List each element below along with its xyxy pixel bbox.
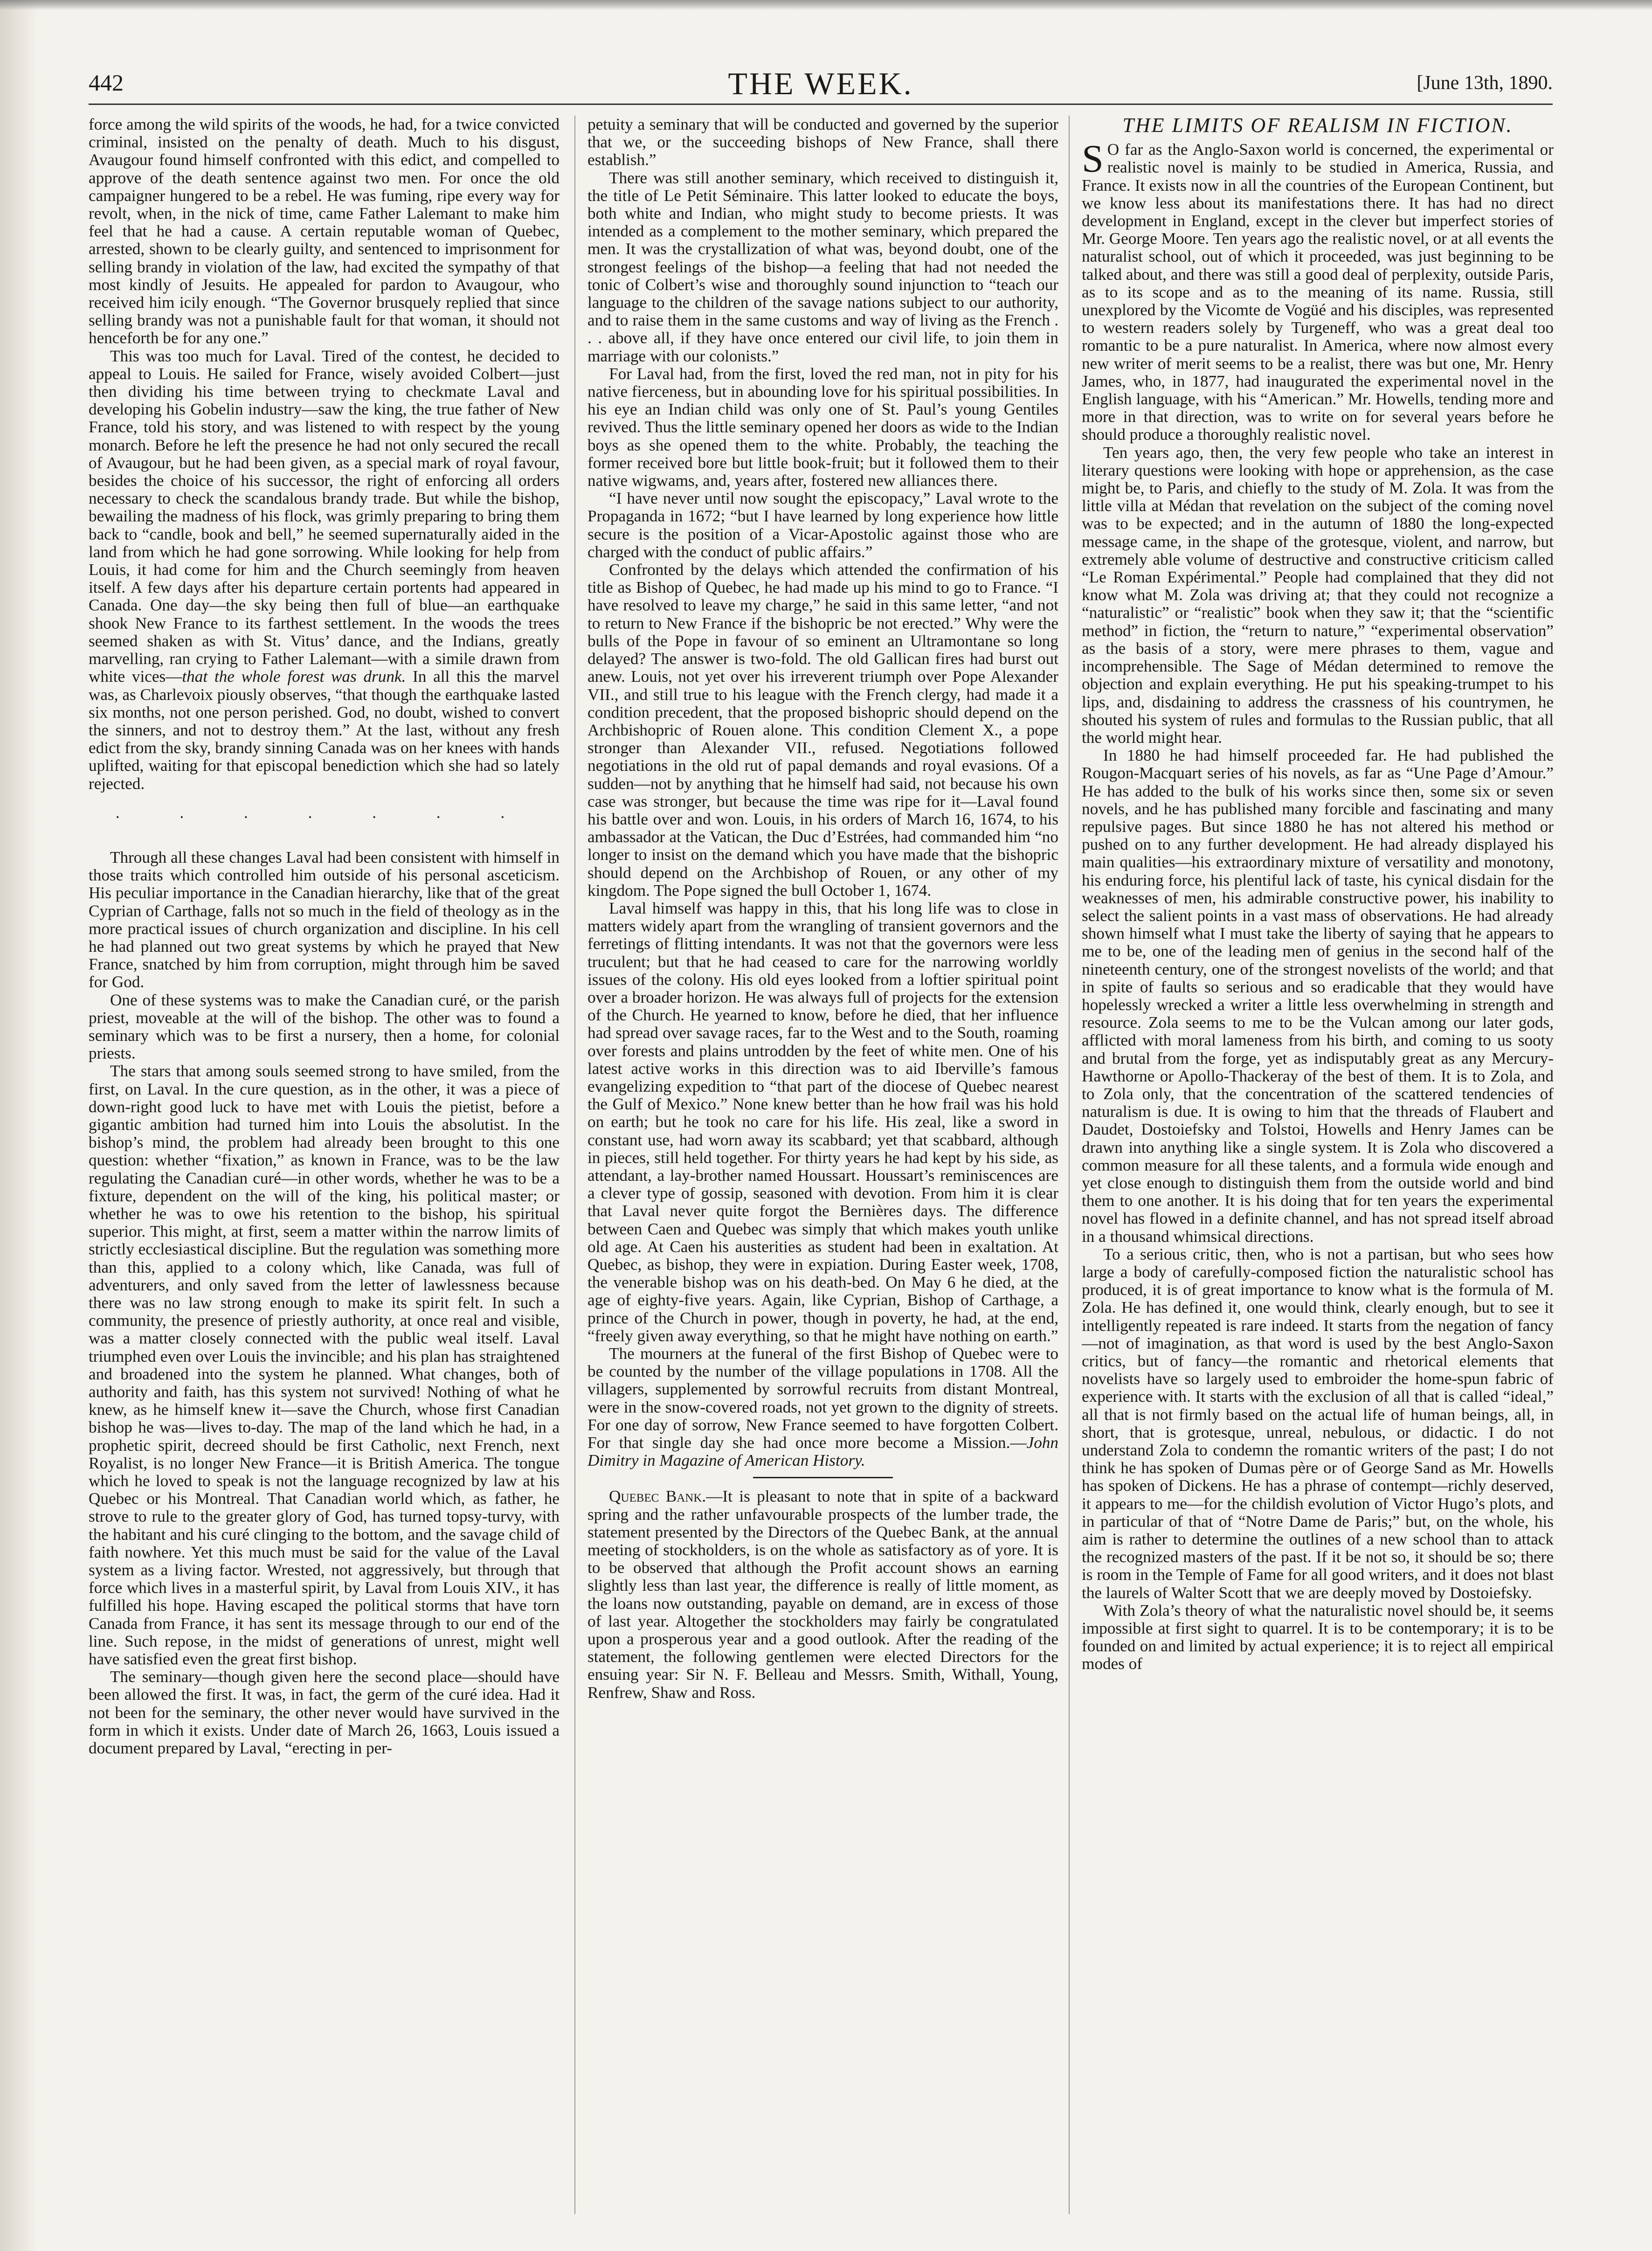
- article-title: THE LIMITS OF REALISM IN FICTION.: [1122, 116, 1513, 137]
- article-attribution: John Dimitry in Magazine of American History.: [588, 1434, 1058, 1470]
- section-break-dots: . . . . . . .: [115, 803, 533, 822]
- paragraph: petuity a seminary that will be conducted and governed by the superior that we, or the succeeding bishops of New France, shall there establish.”: [588, 116, 1058, 169]
- column-middle: [588, 116, 1058, 2214]
- article-separator: [753, 1477, 893, 1478]
- paragraph: S O far as the Anglo-Saxon world is concerned, the experimental or realistic novel is mainly to be studied in America, Russia, and France. It exists now in all the countries of the European Continent, but we know less about its manifestations there. It has had no direct development in England, except in the clever but imperfect stories of Mr. George Moore. Ten years ago the realistic novel, or at all events the naturalist school, out of which it proceeded, was just beginning to be talked about, and there was still a good deal of perplexity, outside Paris, as to its scope and as to the meaning of its name. Russia, still unexplored by the Vicomte de Vogüé and his disciples, was represented to western readers solely by Turgeneff, who was a great deal too romantic to be a pure naturalist. In America, where now almost every new writer of merit seems to be a realist, there was but one, Mr. Henry James, who, in 1877, had inaugurated the experimental novel in the English language, with his “American.” Mr. Howells, tending more and more in that direction, was to write on for several years before he should produce a thoroughly realistic novel.: [1082, 137, 1554, 444]
- column-divider: [1069, 116, 1070, 2214]
- paragraph: In 1880 he had himself proceeded far. He had published the Rougon-Macquart series of his novels, as far as “Une Page d’Amour.” He has added to the bulk of his works since then, some six or seven novels, and he has published many forcible and fascinating and many repulsive pages. But since 1880 he has not altered his method or pushed on to any further development. He had already displayed his main qualities—his extraordinary mixture of versatility and monotony, his enduring force, his plentiful lack of taste, his cynical disdain for the weaknesses of men, his admirable constructive power, his inability to select the salient points in a vast mass of observations. He had already shown himself what I must take the liberty of saying that he appears to me to be, one of the leading men of genius in the second half of the nineteenth century, one of the strongest novelists of the world; and that in spite of faults so serious and so eradicable that they would have hopelessly wrecked a writer a little less overwhelming in strength and resource. Zola seems to me to be the Vulcan among our later gods, afflicted with moral lameness from his birth, and coming to us sooty and brutal from the forge, yet as indisputably great as any Mercury-Hawthorne or Apollo-Thackeray of the best of them. It is to Zola, and to Zola only, that the concentration of the scattered tendencies of naturalism is due. It is owing to him that the threads of Flaubert and Daudet, Dostoiefsky and Tolstoi, Howells and Henry James can be drawn into anything like a single system. It is Zola who discovered a common measure for all these talents, and a formula wide enough and yet close enough to distinguish them from the outside world and bind them to one another. It is his doing that for ten years the experimental novel has flowed in a definite channel, and has not spread itself abroad in a thousand whimsical directions.: [1082, 746, 1554, 1246]
- paragraph: Through all these changes Laval had been consistent with himself in those traits which controlled him outside of his personal asceticism. His peculiar importance in the Canadian hierarchy, like that of the great Cyprian of Carthage, falls not so much in the field of theology as in the more practical issues of church organization and discipline. In his cell he had planned out two great systems by which he prayed that New France, snatched by him from corruption, might through him be saved for God.: [89, 848, 560, 991]
- paragraph: There was still another seminary, which received to distinguish it, the title of Le Petit Séminaire. This latter looked to educate the boys, both white and Indian, who might study to become priests. It was intended as a complement to the mother seminary, which prepared the men. It was the crystallization of what was, beyond doubt, one of the strongest feelings of the bishop—a feeling that had not needed the tonic of Colbert’s wise and thoroughly sound injunction to “teach our language to the children of the savage nations subject to our authority, and to raise them in the same customs and way of living as the French . . . above all, if they have once entered our civil life, to join them in marriage with our colonists.”: [588, 168, 1058, 365]
- masthead-title: THE WEEK.: [728, 66, 913, 101]
- header-rule: [89, 104, 1553, 105]
- column-divider: [574, 116, 575, 2214]
- column-right: [1082, 116, 1554, 2214]
- bank-notice: Quebec Bank.—It is pleasant to note that in spite of a backward spring and the rather unfavourable prospects of the lumber trade, the statement presented by the Directors of the Quebec Bank, at the annual meeting of stockholders, is on the whole as satisfactory as of yore. It is to be observed that although the Profit account shows an earning slightly less than last year, the difference is really of little moment, as the loans now outstanding, payable on demand, are in excess of those of last year. Altogether the stockholders may fairly be congratulated upon a prosperous year and a good outlook. After the reading of the statement, the following gentlemen were elected Directors for the ensuing year: Sir N. F. Belleau and Messrs. Smith, Withall, Young, Renfrew, Shaw and Ross.: [588, 1487, 1058, 1702]
- paragraph: Confronted by the delays which attended the confirmation of his title as Bishop of Quebec, he had made up his mind to go to France. “I have resolved to leave my charge,” he said in this same letter, “and not to return to New France if the bishopric be not erected.” Why were the bulls of the Pope in favour of so eminent an Ultramontane so long delayed? The answer is two-fold. The old Gallican fires had burst out anew. Louis, not yet over his irreverent triumph over Pope Alexander VII., and still true to his league with the French clergy, had made it a condition precedent, that the proposed bishopric should depend on the Archbishopric of Rouen alone. This condition Clement X., a pope stronger than Alexander VII., refused. Negotiations followed negotiations in the old rut of papal demands and royal evasions. Of a sudden—not by anything that he himself had said, not because his own case was stronger, but because the time was ripe for it—Laval found his battle over and won. Louis, in his orders of March 16, 1674, to his ambassador at the Vatican, the Duc d’Estrées, had commanded him “no longer to insist on the demand which you have made that the bishopric should depend on the Archbishop of Rouen, or any other of my kingdom. The Pope signed the bull October 1, 1674.: [588, 561, 1058, 900]
- page-number: 442: [89, 69, 124, 96]
- running-head: [89, 65, 1553, 103]
- column-left: [89, 116, 560, 2214]
- paragraph: One of these systems was to make the Canadian curé, or the parish priest, moveable at the will of the bishop. The other was to found a seminary which was to be first a nursery, then a home, for colonial priests.: [89, 990, 560, 1063]
- issue-date: [June 13th, 1890.: [1417, 72, 1553, 94]
- paragraph: To a serious critic, then, who is not a partisan, but who sees how large a body of carefully-composed fiction the naturalistic school has produced, it is of great importance to know what is the formula of M. Zola. He has defined it, one would think, clearly enough, but to see it intelligently repeated is rare indeed. It starts from the negation of fancy—not of imagination, as that word is used by the best Anglo-Saxon critics, but of fancy—the romantic and rhetorical elements that novelists have so largely used to embroider the home-spun fabric of experience with. It starts with the exclusion of all that is called “ideal,” all that is not firmly based on the actual life of human beings, all, in short, that is grotesque, unreal, nebulous, or didactic. I do not understand Zola to condemn the romantic writers of the past; I do not think he has spoken of Dumas père or of George Sand as Mr. Howells has spoken of Dickens. He has a phrase of contempt—richly deserved, it appears to me—for the childish evolution of Victor Hugo’s plots, and in particular of that of “Notre Dame de Paris;” but, on the whole, his aim is rather to determine the outlines of a new school than to attack the recognized masters of the past. If it be not so, it should be so; there is room in the Temple of Fame for all good writers, and it does not blast the laurels of Walter Scott that we are deeply moved by Dostoiefsky.: [1082, 1245, 1554, 1602]
- drop-cap: S: [1082, 137, 1104, 181]
- paragraph: For Laval had, from the first, loved the red man, not in pity for his native fierceness, but in abounding love for his spiritual possibilities. In his eye an Indian child was only one of St. Paul’s young Gentiles revived. Thus the little seminary opened her doors as wide to the Indian boys as she opened them to the white. Probably, the teaching the former received bore but little book-fruit; but it followed them to their native wigwams, and, years after, fostered new alliances there.: [588, 364, 1058, 490]
- paragraph: force among the wild spirits of the woods, he had, for a twice convicted criminal, insisted on the penalty of death. Much to his disgust, Avaugour found himself confronted with this edict, and compelled to approve of the death sentence against two men. For once the old campaigner hungered to be a rebel. He was fuming, ripe every way for revolt, when, in the nick of time, came Father Lalemant to make him feel that he had a cause. A certain reputable woman of Quebec, arrested, shown to be clearly guilty, and sentenced to imprisonment for selling brandy in violation of the law, had excited the sympathy of that most kindly of Jesuits. He appealed for pardon to Avaugour, who received him icily enough. “The Governor brusquely replied that since selling brandy was not a punishable fault for that woman, it should not henceforth be for any one.”: [89, 116, 560, 347]
- paragraph: With Zola’s theory of what the naturalistic novel should be, it seems impossible at first sight to quarrel. It is to be contemporary; it is to be founded on and limited by actual experience; it is to reject all empirical modes of: [1082, 1601, 1554, 1673]
- binding-gutter: [0, 0, 37, 2251]
- paragraph: This was too much for Laval. Tired of the contest, he decided to appeal to Louis. He sailed for France, wisely avoided Colbert—just then dividing his time between trying to checkmate Laval and developing his Gobelin industry—saw the king, the true father of New France, told his story, and was listened to with respect by the young monarch. Before he left the presence he had not only secured the recall of Avaugour, but he had been given, as a special mark of royal favour, besides the choice of his successor, the right of enforcing all orders necessary to check the scandalous brandy trade. But while the bishop, bewailing the madness of his flock, was grimly preparing to bring them back to “candle, book and bell,” he seemed supernaturally aided in the land from which he had gone sorrowing. While looking for help from Louis, it had come for him and the Church seemingly from heaven itself. A few days after his departure certain portents had appeared in Canada. One day—the sky being then full of blue—an earthquake shook New France to its farthest settlement. In the woods the trees seemed shaken as with St. Vitus’ dance, and the Indians, greatly marvelling, ran crying to Father Lalemant—with a simile drawn from white vices—that the whole forest was drunk. In all this the marvel was, as Charlevoix piously observes, “that though the earthquake lasted six months, not one person perished. God, no doubt, wished to convert the sinners, and not to destroy them.” At the last, without any fresh edict from the sky, brandy sinning Canada was on her knees with hands uplifted, waiting for that episcopal benediction which she had so lately rejected.: [89, 346, 560, 793]
- paragraph: “I have never until now sought the episcopacy,” Laval wrote to the Propaganda in 1672; “but I have learned by long experience how little secure is the position of a Vicar-Apostolic against those who are charged with the conduct of public affairs.”: [588, 489, 1058, 561]
- paragraph: The stars that among souls seemed strong to have smiled, from the first, on Laval. In the cure question, as in the other, it was a piece of down-right good luck to have met with Louis the pietist, before a gigantic ambition had turned him into Louis the absolutist. In the bishop’s mind, the problem had already been brought to this one question: whether “fixation,” as known in France, was to be the law regulating the Canadian curé—in other words, whether he was to be a fixture, dependent on the will of the king, his political master; or whether he was to owe his retention to the bishop, his spiritual superior. This might, at first, seem a matter within the narrow limits of strictly ecclesiastical discipline. But the regulation was something more than this, applied to a colony which, like Canada, was full of adventurers, and only saved from the letter of lawlessness because there was no law strong enough to make its spirit felt. In such a community, the presence of priestly authority, at once real and visible, was a matter closely connected with the public weal itself. Laval triumphed even over Louis the invincible; and his plan has straightened and broadened into the system he planned. What changes, both of authority and faith, has this system not survived! Nothing of what he knew, as he himself knew it—save the Church, whose first Canadian bishop he was—lives to-day. The map of the land which he had, in a prophetic spirit, decreed should be first Catholic, next French, next Royalist, is no longer New France—it is British America. The tongue which he loved to speak is not the language recognized by law at his Quebec or his Montreal. That Canadian world which, as father, he strove to rule to the greater glory of God, has turned topsy-turvy, with the habitant and his curé clinging to the bottom, and the savage child of faith nowhere. Yet this much must be said for the value of the Laval system as a living factor. Wrested, not aggressively, but through that force which lives in a masterful spirit, by Laval from Louis XIV., it has fulfilled his hope. Having escaped the political storms that have torn Canada from France, it has sent its message through to our end of the line. Such repose, in the midst of generations of unrest, might well have satisfied even the great first bishop.: [89, 1062, 560, 1669]
- paragraph: Ten years ago, then, the very few people who take an interest in literary questions were looking with hope or apprehension, as the case might be, to Paris, and chiefly to the study of M. Zola. It was from the little villa at Médan that revelation on the subject of the coming novel was to be expected; and in the autumn of 1880 the long-expected message came, in the shape of the grotesque, violent, and narrow, but extremely able volume of destructive and constructive criticism called “Le Roman Expérimental.” People had complained that they did not know what M. Zola was driving at; that they could not recognize a “naturalistic” or “realistic” book when they saw it; that the “scientific method” in fiction, the “return to nature,” “experimental observation” as the basis of a story, were mere phrases to them, vague and incomprehensible. The Sage of Médan determined to remove the objection and explain everything. He put his speaking-trumpet to his lips, and, disdaining to address the crassness of his countrymen, he shouted his system of rules and formulas to the Russian public, that all the world might hear.: [1082, 443, 1554, 747]
- bank-notice-heading: Quebec Bank.: [609, 1487, 706, 1506]
- paragraph: Laval himself was happy in this, that his long life was to close in matters widely apart from the wrangling of transient governors and the ferretings of flitting intendants. It was not that the governors were less truculent; but that he had ceased to care for the narrowing worldly issues of the colony. His old eyes looked from a loftier spiritual point over a broader horizon. He was always full of projects for the extension of the Church. He yearned to know, before he died, that her influence had spread over savage races, far to the West and to the South, roaming over forests and plains untrodden by the feet of white men. One of his latest active works in this direction was to aid Iberville’s famous evangelizing expedition to “that part of the diocese of Quebec nearest the Gulf of Mexico.” None knew better than he how frail was his hold on earth; but he took no care for his life. His zeal, like a sword in constant use, had worn away its scabbard; yet that scabbard, although in pieces, still held together. For thirty years he had kept by his side, as attendant, a lay-brother named Houssart. Houssart’s reminiscences are a clever type of gossip, seasoned with devotion. From him it is clear that Laval never quite forgot the Bernières days. The difference between Caen and Quebec was simply that which makes youth unlike old age. At Caen his austerities as student had been in exaltation. At Quebec, as bishop, they were in expiation. During Easter week, 1708, the venerable bishop was on his death-bed. On May 6 he died, at the age of eighty-five years. Again, like Cyprian, Bishop of Carthage, a prince of the Church in power, though in poverty, he had, at the end, “freely given away everything, so that he might have nothing on earth.”: [588, 899, 1058, 1345]
- top-edge-shadow: [0, 0, 1652, 10]
- paragraph: The mourners at the funeral of the first Bishop of Quebec were to be counted by the number of the village populations in 1708. All the villagers, supplemented by sorrowful recruits from distant Montreal, were in the snow-covered roads, not yet grown to the dignity of streets. For one day of sorrow, New France seemed to have forgotten Colbert. For that single day she had once more become a Mission.—John Dimitry in Magazine of American History.: [588, 1344, 1058, 1470]
- paragraph: The seminary—though given here the second place—should have been allowed the first. It was, in fact, the germ of the curé idea. Had it not been for the seminary, the other never would have survived in the form in which it exists. Under date of March 26, 1663, Louis issued a document prepared by Laval, “erecting in per-: [89, 1668, 560, 1758]
